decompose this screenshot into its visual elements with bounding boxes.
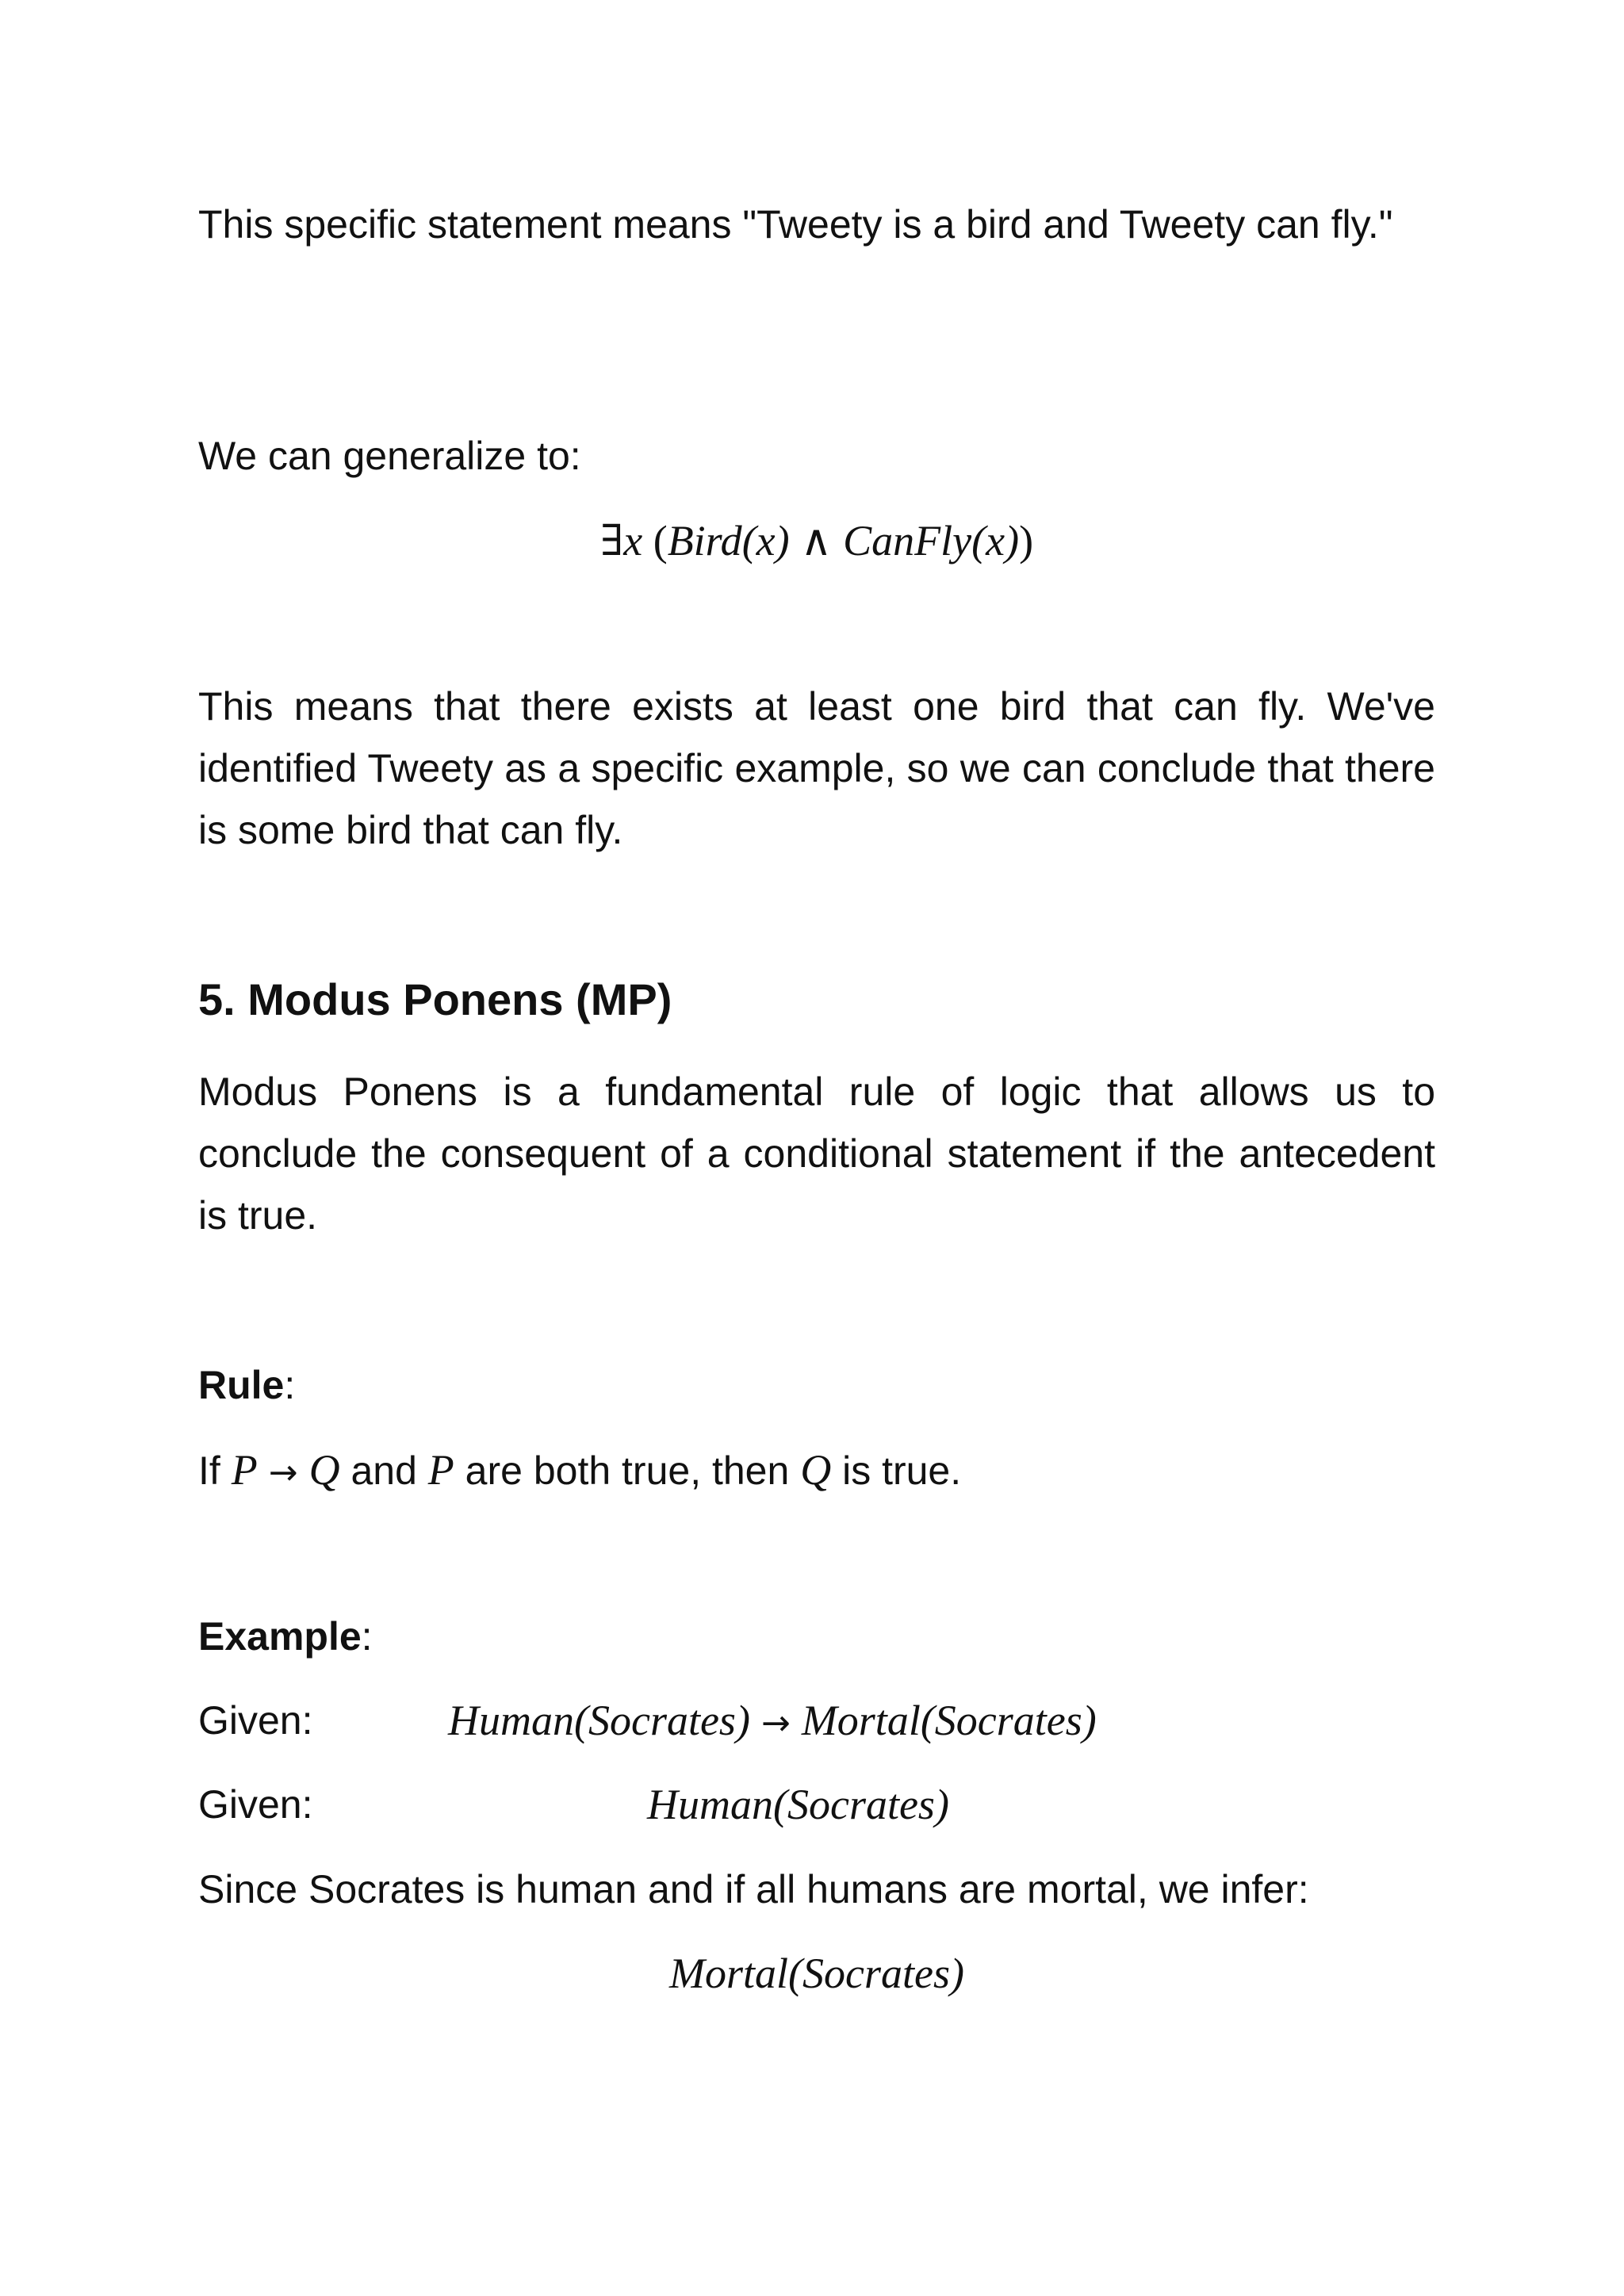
- given-label-1: Given:: [198, 1698, 313, 1743]
- and-symbol: ∧: [800, 517, 833, 564]
- eq-bird-arg: (x): [741, 517, 790, 564]
- paragraph-inference: Since Socrates is human and if all humans are mortal, we infer:: [198, 1867, 1309, 1911]
- rule-q: Q: [308, 1446, 340, 1494]
- paragraph-modus-ponens-intro: Modus Ponens is a fundamental rule of logic that allows us to conclude the consequent of a conditional statement if the antecedent is true.: [198, 1070, 1435, 1238]
- conclusion-formula: Mortal(Socrates): [669, 1950, 964, 1997]
- eq-canfly-arg: (x): [971, 517, 1020, 564]
- example-label-colon: :: [361, 1614, 373, 1659]
- rule-end: is true.: [831, 1448, 962, 1493]
- document-page: [198, 0, 1435, 2296]
- rule-q2: Q: [800, 1446, 832, 1494]
- given-formula-2: Human(Socrates): [647, 1781, 949, 1828]
- implies-arrow: →: [268, 1452, 298, 1493]
- rule-statement: [198, 1439, 961, 1504]
- paragraph-generalize: We can generalize to:: [198, 434, 581, 478]
- rule-mid: are both true, then: [454, 1448, 801, 1493]
- paragraph-tweety-statement: This specific statement means "Tweety is a bird and Tweety can fly.": [198, 202, 1393, 247]
- example-label: [198, 1605, 373, 1667]
- equation-exists-bird-canfly: [198, 510, 1435, 572]
- rule-if: If: [198, 1448, 232, 1493]
- eq-var: x: [623, 517, 643, 564]
- rule-label: [198, 1354, 295, 1416]
- rule-p: P: [231, 1446, 258, 1494]
- given1-rhs: Mortal(Socrates): [801, 1697, 1097, 1744]
- given-label-2: Given:: [198, 1782, 313, 1827]
- exists-symbol: ∃: [599, 517, 624, 564]
- rule-label-text: Rule: [198, 1363, 285, 1407]
- example-label-text: Example: [198, 1614, 362, 1659]
- rule-label-colon: :: [284, 1363, 296, 1407]
- given1-arrow: →: [760, 1703, 791, 1743]
- section-heading-modus-ponens: 5. Modus Ponens (MP): [198, 974, 672, 1024]
- given-formula-1: [448, 1689, 1097, 1755]
- given1-lhs: Human(Socrates): [448, 1697, 750, 1744]
- eq-open-paren: (: [653, 517, 668, 564]
- eq-bird: Bird: [667, 517, 742, 564]
- paragraph-exists-explanation: This means that there exists at least one bird that can fly. We've identified Tweety as a specific example, so we can conclude that there is some bird that can fly.: [198, 684, 1435, 852]
- given-row-1: [198, 1689, 1435, 1751]
- eq-canfly: CanFly: [843, 517, 972, 564]
- eq-close-paren: ): [1019, 517, 1034, 564]
- rule-p2: P: [427, 1446, 454, 1494]
- given-row-2: [198, 1774, 1435, 1835]
- rule-and: and: [339, 1448, 428, 1493]
